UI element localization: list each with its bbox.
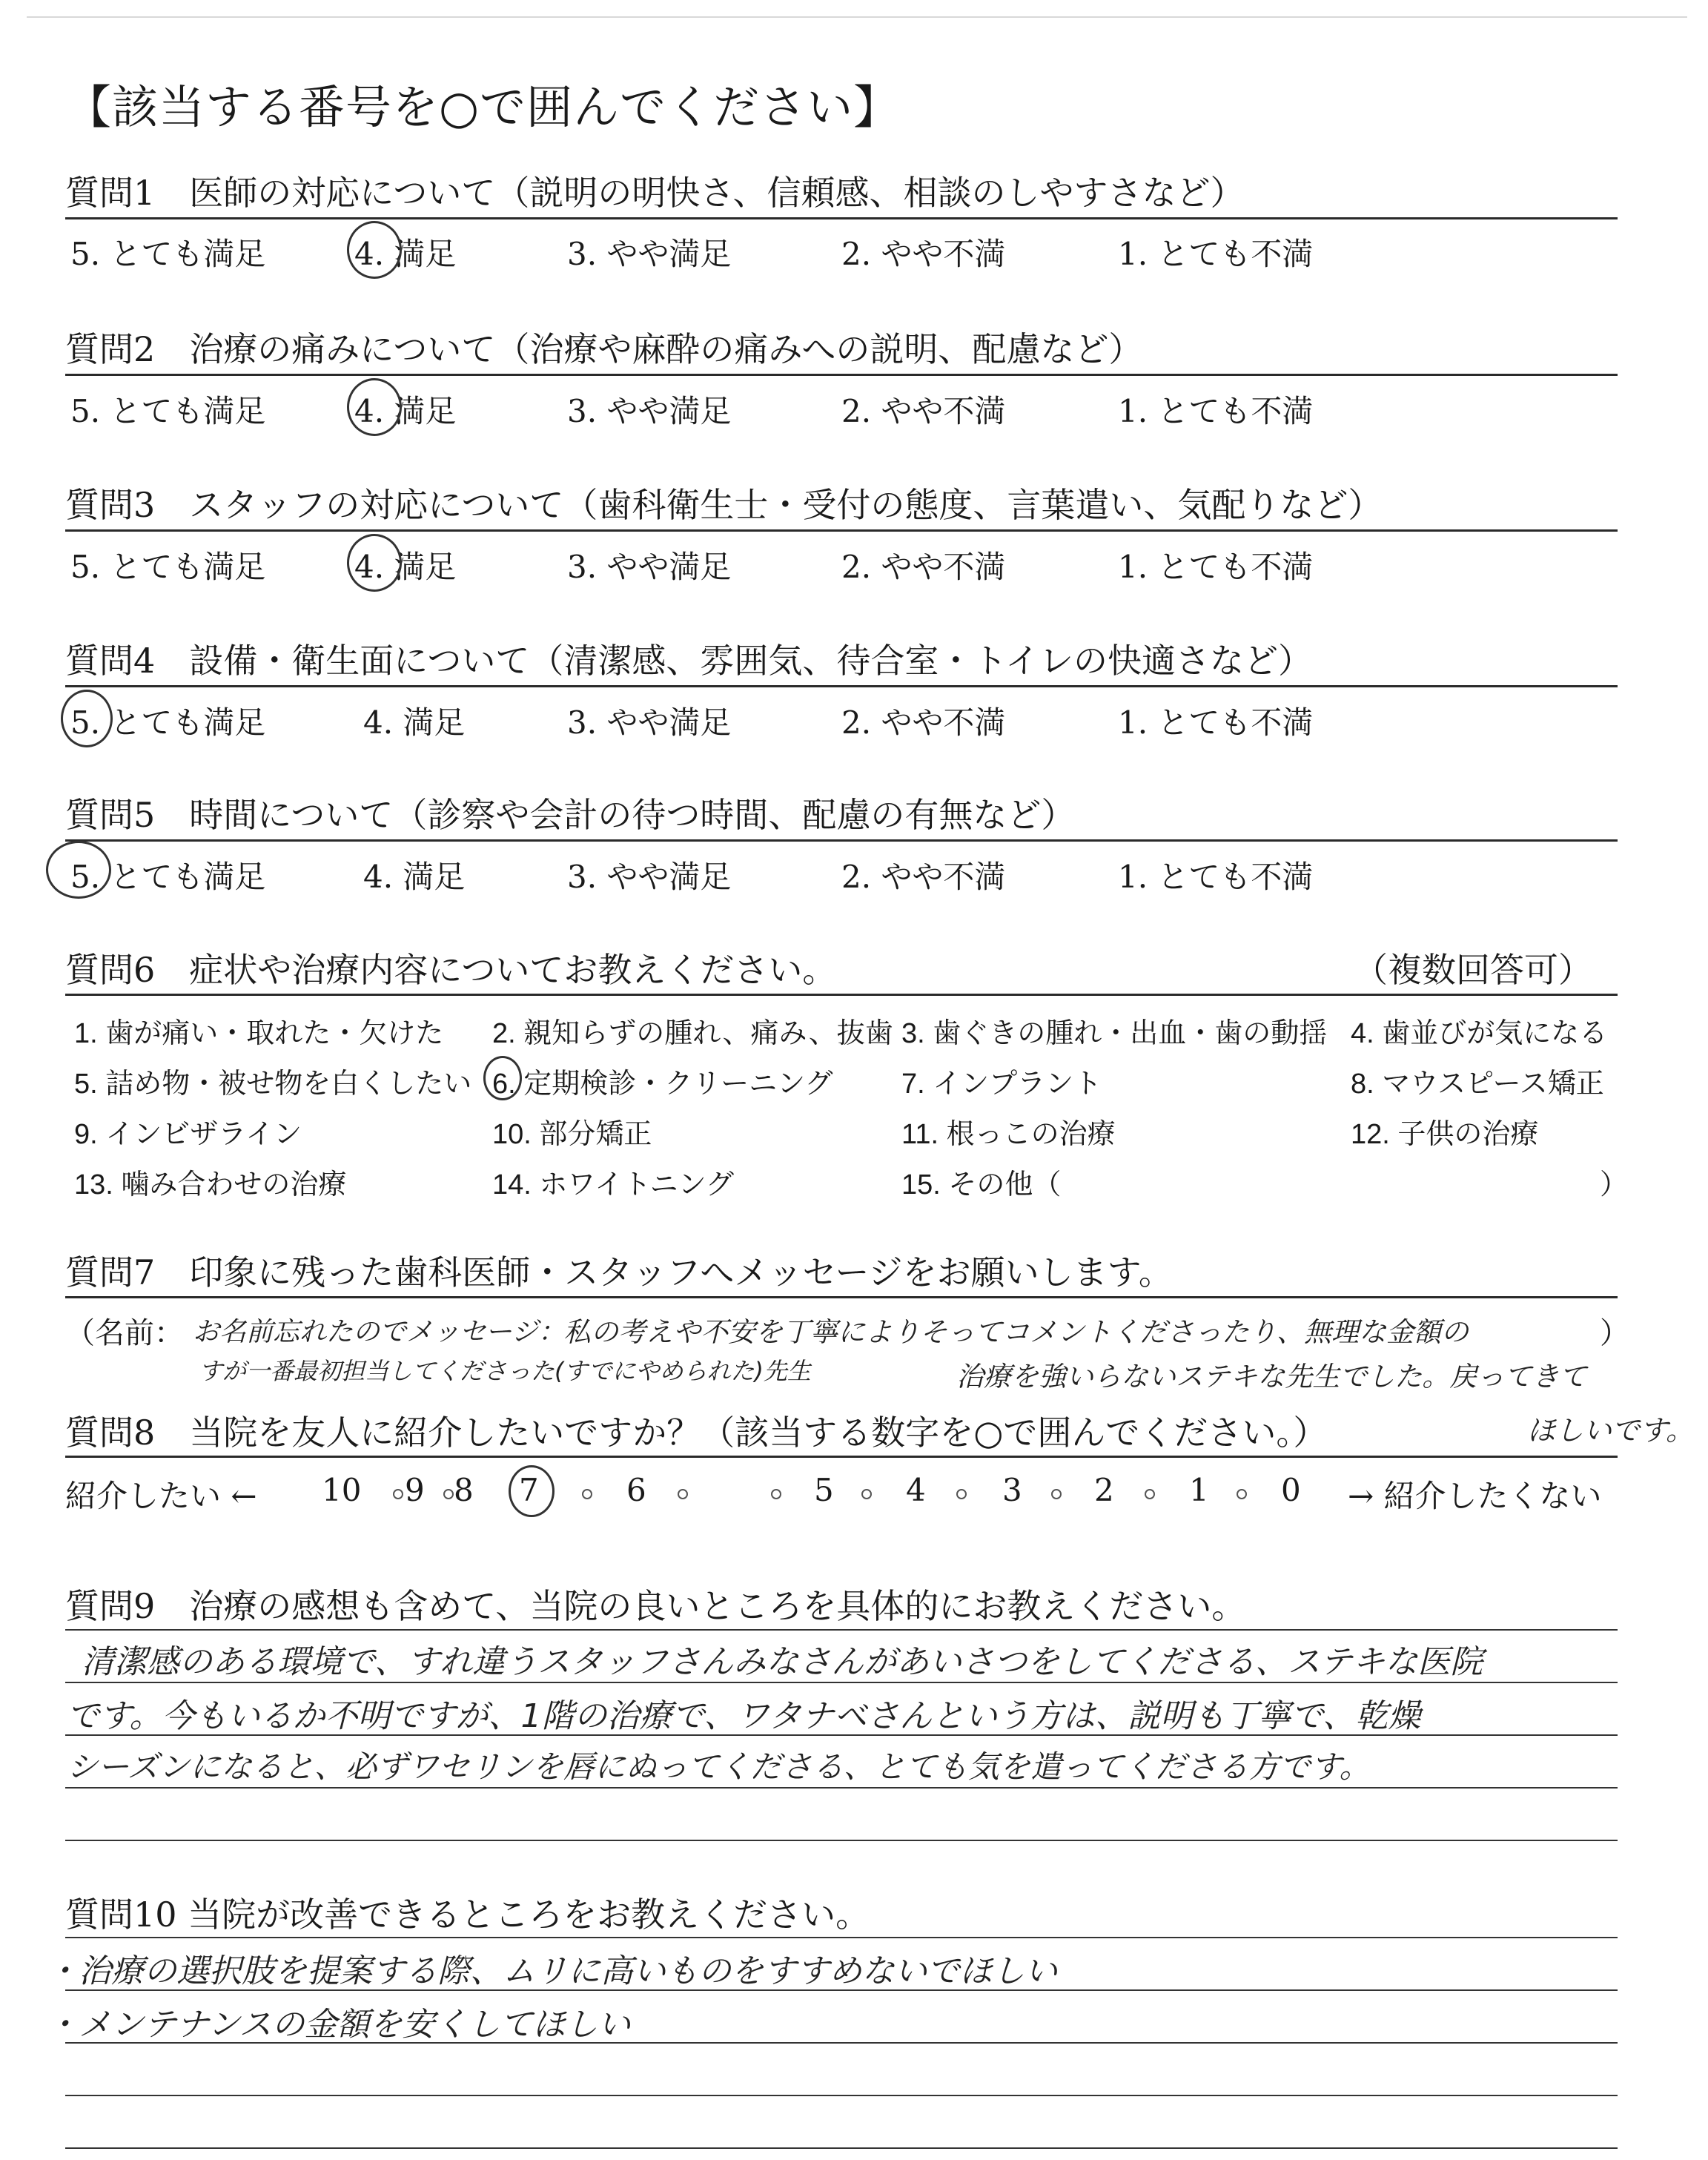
- q5-selection-circle: [46, 841, 111, 899]
- question-7-title: 質問7 印象に残った歯科医師・スタッフへメッセージをお願いします。: [65, 1252, 1173, 1292]
- q6-choice-15[interactable]: 15. その他（: [901, 1169, 1062, 1200]
- question-8-rule: [65, 1456, 1618, 1458]
- question-9-title: 質問9 治療の感想も含めて、当院の良いところを具体的にお教えください。: [65, 1586, 1246, 1626]
- question-4-title: 質問4 設備・衛生面について（清潔感、雰囲気、待合室・トイレの快適さなど）: [65, 641, 1313, 681]
- question-5-title: 質問5 時間について（診察や会計の待つ時間、配慮の有無など）: [65, 795, 1076, 835]
- q7-name-label: （名前：: [65, 1316, 184, 1350]
- q6-choice-5[interactable]: 5. 詰め物・被せ物を白くしたい: [74, 1069, 472, 1100]
- q8-separator: [678, 1489, 688, 1499]
- q9-writing-line: [65, 1629, 1618, 1631]
- q5-option-1[interactable]: 1. とても不満: [1118, 859, 1314, 895]
- q8-separator: [443, 1489, 454, 1499]
- q8-left-label: 紹介したい ←: [65, 1478, 257, 1514]
- q8-selection-circle: [509, 1465, 555, 1517]
- question-6-note: （複数回答可）: [1354, 950, 1592, 990]
- q2-option-1[interactable]: 1. とても不満: [1118, 393, 1314, 429]
- q3-option-3[interactable]: 3. やや満足: [567, 549, 732, 585]
- q8-separator: [956, 1489, 967, 1499]
- q8-scale-2[interactable]: 2: [1094, 1472, 1114, 1508]
- q7-close-paren: ）: [1600, 1316, 1629, 1350]
- q2-option-3[interactable]: 3. やや満足: [567, 393, 732, 429]
- q10-writing-line: [65, 1937, 1618, 1938]
- q2-option-4[interactable]: 4. 満足: [354, 393, 457, 429]
- q8-scale-9[interactable]: 9: [405, 1472, 425, 1508]
- q4-option-1[interactable]: 1. とても不満: [1118, 704, 1314, 741]
- q4-option-5[interactable]: 5. とても満足: [70, 704, 266, 741]
- q8-scale-5[interactable]: 5: [814, 1472, 834, 1508]
- q8-separator: [771, 1489, 781, 1499]
- question-6-title: 質問6 症状や治療内容についてお教えください。: [65, 950, 837, 990]
- question-4-rule: [65, 685, 1618, 687]
- q2-option-2[interactable]: 2. やや不満: [841, 393, 1006, 429]
- q5-option-2[interactable]: 2. やや不満: [841, 859, 1006, 895]
- q7-name-handwritten: お名前忘れたのでメッセージ：: [193, 1317, 565, 1347]
- q3-option-1[interactable]: 1. とても不満: [1118, 549, 1314, 585]
- q4-selection-circle: [61, 690, 113, 747]
- question-3-rule: [65, 529, 1618, 532]
- q7-message-line-3: ほしいです。: [1527, 1414, 1694, 1447]
- q6-choice-13[interactable]: 13. 噛み合わせの治療: [74, 1169, 347, 1200]
- q3-option-5[interactable]: 5. とても満足: [70, 549, 266, 585]
- q10-answer-line-1: ・治療の選択肢を提案する際、ムリに高いものをすすめないでほしい: [46, 1952, 1058, 1990]
- q6-choice-14[interactable]: 14. ホワイトニング: [492, 1169, 734, 1200]
- q6-choice-3[interactable]: 3. 歯ぐきの腫れ・出血・歯の動揺: [901, 1018, 1328, 1049]
- q8-scale-0[interactable]: 0: [1281, 1472, 1301, 1508]
- q6-choice-15-close: ）: [1600, 1169, 1629, 1200]
- q1-option-5[interactable]: 5. とても満足: [70, 236, 266, 272]
- q6-choice-4[interactable]: 4. 歯並びが気になる: [1351, 1018, 1608, 1049]
- q6-selection-circle: [483, 1056, 522, 1100]
- q10-answer-line-2: ・メンテナンスの金額を安くしてほしい: [46, 2006, 631, 2044]
- q8-right-label: → 紹介したくない: [1348, 1478, 1602, 1514]
- q8-scale-6[interactable]: 6: [626, 1472, 646, 1508]
- q8-separator: [582, 1489, 592, 1499]
- q5-option-4[interactable]: 4. 満足: [363, 859, 466, 895]
- question-6-rule: [65, 994, 1618, 996]
- instruction-header: 【該当する番号を○で囲んでください】: [65, 80, 901, 134]
- q8-scale-8[interactable]: 8: [454, 1472, 474, 1508]
- q6-choice-11[interactable]: 11. 根っこの治療: [901, 1119, 1116, 1150]
- q7-message-line-2: 治療を強いらないステキな先生でした。戻ってきて: [956, 1361, 1587, 1393]
- q9-writing-line: [65, 1840, 1618, 1841]
- question-2-title: 質問2 治療の痛みについて（治療や麻酔の痛みへの説明、配慮など）: [65, 329, 1143, 369]
- q10-writing-line: [65, 2147, 1618, 2149]
- q8-scale-1[interactable]: 1: [1189, 1472, 1209, 1508]
- q6-choice-2[interactable]: 2. 親知らずの腫れ、痛み、抜歯: [492, 1018, 893, 1049]
- q6-choice-1[interactable]: 1. 歯が痛い・取れた・欠けた: [74, 1018, 444, 1049]
- q10-writing-line: [65, 2095, 1618, 2096]
- q8-scale-10[interactable]: 10: [322, 1472, 362, 1508]
- q2-option-5[interactable]: 5. とても満足: [70, 393, 266, 429]
- question-10-title: 質問10 当院が改善できるところをお教えください。: [65, 1895, 870, 1935]
- q9-answer-line-1: 清潔感のある環境で、すれ違うスタッフさんみなさんがあいさつをしてくださる、ステキな医院: [82, 1643, 1483, 1681]
- q4-option-2[interactable]: 2. やや不満: [841, 704, 1006, 741]
- question-8-title: 質問8 当院を友人に紹介したいですか？（該当する数字を○で囲んでください。）: [65, 1413, 1328, 1453]
- q1-option-1[interactable]: 1. とても不満: [1118, 236, 1314, 272]
- q8-scale-7[interactable]: 7: [519, 1472, 539, 1508]
- q9-writing-line: [65, 1787, 1618, 1789]
- q4-option-4[interactable]: 4. 満足: [363, 704, 466, 741]
- q7-message-line-1: 私の考えや不安を丁寧によりそってコメントくださったり、無理な金額の: [563, 1316, 1469, 1348]
- q6-choice-6[interactable]: 6. 定期検診・クリーニング: [492, 1069, 833, 1100]
- q2-selection-circle: [347, 378, 402, 436]
- question-1-title: 質問1 医師の対応について（説明の明快さ、信頼感、相談のしやすさなど）: [65, 173, 1245, 213]
- q5-option-3[interactable]: 3. やや満足: [567, 859, 732, 895]
- q3-option-2[interactable]: 2. やや不満: [841, 549, 1006, 585]
- q3-option-4[interactable]: 4. 満足: [354, 549, 457, 585]
- question-7-rule: [65, 1296, 1618, 1298]
- q1-option-2[interactable]: 2. やや不満: [841, 236, 1006, 272]
- q1-selection-circle: [347, 221, 402, 279]
- q7-name-handwritten-2: すが一番最初担当してくださった(すでにやめられた)先生: [199, 1357, 811, 1385]
- q1-option-4[interactable]: 4. 満足: [354, 236, 457, 272]
- q6-choice-8[interactable]: 8. マウスピース矯正: [1351, 1069, 1604, 1100]
- q8-separator: [861, 1489, 872, 1499]
- q8-separator: [393, 1489, 403, 1499]
- q4-option-3[interactable]: 3. やや満足: [567, 704, 732, 741]
- question-1-rule: [65, 217, 1618, 219]
- q8-separator: [1237, 1489, 1247, 1499]
- q6-choice-7[interactable]: 7. インプラント: [901, 1069, 1102, 1100]
- q8-scale-4[interactable]: 4: [906, 1472, 926, 1508]
- q6-choice-12[interactable]: 12. 子供の治療: [1351, 1119, 1539, 1150]
- question-3-title: 質問3 スタッフの対応について（歯科衛生士・受付の態度、言葉遣い、気配りなど）: [65, 485, 1383, 525]
- q5-option-5[interactable]: 5. とても満足: [70, 859, 266, 895]
- question-5-rule: [65, 839, 1618, 842]
- q9-answer-line-2: です。今もいるか不明ですが、1階の治療で、ワタナベさんという方は、説明も丁寧で、乾燥: [67, 1697, 1421, 1735]
- q1-option-3[interactable]: 3. やや満足: [567, 236, 732, 272]
- top-border: [27, 16, 1687, 18]
- q8-separator: [1051, 1489, 1062, 1499]
- q8-separator: [1145, 1489, 1155, 1499]
- q8-scale-3[interactable]: 3: [1002, 1472, 1022, 1508]
- q6-choice-10[interactable]: 10. 部分矯正: [492, 1119, 652, 1150]
- q3-selection-circle: [347, 534, 402, 592]
- q9-answer-line-3: シーズンになると、必ずワセリンを唇にぬってくださる、とても気を遣ってくださる方です。: [67, 1748, 1371, 1785]
- question-2-rule: [65, 374, 1618, 376]
- q6-choice-9[interactable]: 9. インビザライン: [74, 1119, 302, 1150]
